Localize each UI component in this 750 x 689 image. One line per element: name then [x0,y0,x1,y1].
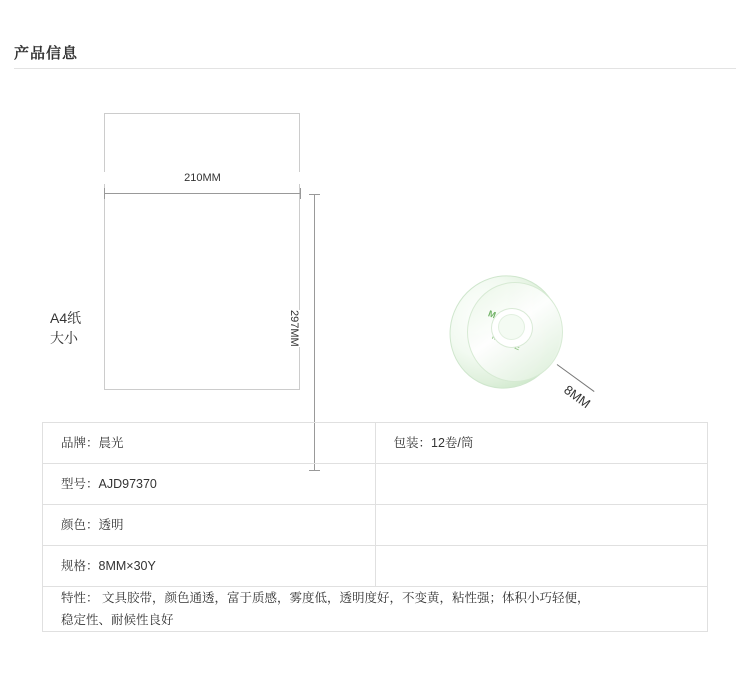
spec-cell-left: 颜色：透明 [43,505,376,546]
feature-line-2: 稳定性、耐候性良好 [61,613,174,627]
paper-width-tick-left [104,188,105,199]
a4-paper-shape [104,113,300,390]
table-row [43,423,708,464]
product-diagram [0,80,750,420]
table-row [43,505,708,546]
paper-height-tick-top [309,194,320,195]
spec-cell-right: 包装：12卷/筒 [375,423,708,464]
table-row [43,464,708,505]
spec-cell-right [375,546,708,587]
table-row [43,546,708,587]
paper-height-label: 297MM [288,310,300,347]
tape-core-hole-inner [498,314,525,340]
paper-caption-line1: A4纸 [50,310,82,326]
tape-width-label: 8MM [561,382,594,412]
paper-caption [50,308,81,348]
spec-cell-left: 规格：8MM×30Y [43,546,376,587]
page-title: 产品信息 [14,44,86,64]
paper-caption-line2: 大小 [50,330,78,346]
feature-line-1: 特性： 文具胶带，颜色通透，富于质感，雾度低，透明度好，不变黄，粘性强；体积小巧轻便， [61,591,590,605]
product-spec-table [42,422,708,632]
header-divider [14,68,736,69]
tape-roll-illustration [449,276,594,412]
spec-cell-left: 品牌：晨光 [43,423,376,464]
section-header [0,44,750,70]
paper-width-tick-right [300,188,301,199]
paper-width-dimension-line [104,193,301,194]
paper-width-label: 210MM [104,172,301,184]
spec-cell-features [43,587,708,632]
spec-cell-right [375,464,708,505]
spec-cell-right [375,505,708,546]
table-row-features [43,587,708,632]
spec-cell-left: 型号：AJD97370 [43,464,376,505]
